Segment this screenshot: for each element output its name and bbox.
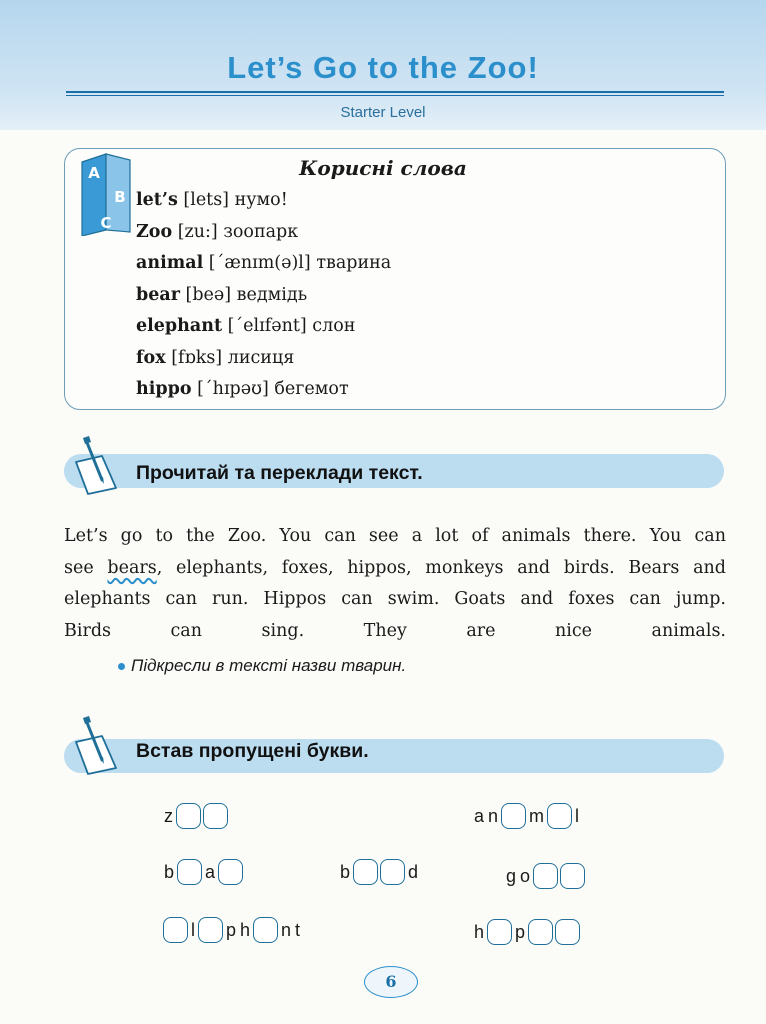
given-letter: n [281, 919, 292, 940]
vocab-translation: тварина [316, 253, 392, 273]
text-fragment: , elephants, foxes, hippos, monkeys and birds. Bears and [156, 557, 726, 578]
task1-label: Прочитай та переклади текст. [136, 462, 423, 484]
given-letter: z [164, 805, 173, 826]
vocab-word: animal [136, 253, 204, 273]
vocab-transcription: [fɒks] [171, 347, 223, 368]
text-line: elephants can run. Hippos can swim. Goats and foxes can jump. [64, 589, 726, 609]
vocab-word: elephant [136, 316, 223, 336]
title-rule [66, 91, 724, 96]
vocab-translation: бегемот [274, 379, 349, 399]
letter-slot-input[interactable] [501, 803, 526, 829]
level-label: Starter Level [340, 104, 426, 121]
given-letter: p [515, 921, 526, 942]
missing-letters-word [338, 858, 420, 886]
vocab-item [136, 248, 391, 280]
vocab-transcription: [ˊelɪfənt] [227, 316, 307, 336]
abc-letter: A [88, 164, 100, 182]
given-letter: a [205, 861, 216, 882]
given-letter: m [529, 805, 545, 826]
pencil-notebook-icon [72, 436, 120, 496]
vocab-word: hippo [136, 379, 192, 399]
given-letter: l [575, 805, 580, 826]
given-letter: n [488, 805, 499, 826]
letter-slot-input[interactable] [198, 917, 223, 943]
vocab-transcription: [ˊhɪpəʊ] [197, 379, 269, 399]
abc-letter: C [100, 214, 112, 232]
vocab-translation: зоопарк [223, 221, 299, 242]
missing-letters-word [162, 858, 244, 886]
missing-letters-word [162, 802, 229, 830]
vocab-word: let’s [136, 190, 178, 210]
vocabulary-title: Корисні слова [299, 156, 467, 180]
letter-slot-input[interactable] [353, 859, 378, 885]
abc-letter: B [114, 188, 126, 206]
letter-slot-input[interactable] [163, 917, 188, 943]
vocab-translation: лисиця [227, 347, 295, 368]
letter-slot-input[interactable] [218, 859, 243, 885]
vocab-translation: ведмідь [236, 284, 308, 305]
letter-slot-input[interactable] [380, 859, 405, 885]
vocab-item [136, 374, 391, 406]
missing-letters-word [472, 802, 581, 830]
given-letter: o [520, 865, 531, 886]
page-title: Let’s Go to the Zoo! [227, 50, 539, 85]
letter-slot-input[interactable] [547, 803, 572, 829]
given-letter: p [226, 919, 237, 940]
given-letter: a [474, 805, 485, 826]
missing-letters-word [504, 862, 586, 890]
vocab-item [136, 311, 391, 343]
bullet-icon [118, 663, 125, 670]
letter-slot-input[interactable] [560, 863, 585, 889]
letter-slot-input[interactable] [555, 919, 580, 945]
letter-slot-input[interactable] [203, 803, 228, 829]
vocab-transcription: [ˊænɪm(ə)l] [208, 253, 311, 273]
text-line: Let’s go to the Zoo. You can see a lot of animals there. You can [64, 526, 726, 546]
vocabulary-list [136, 185, 391, 406]
given-letter: b [340, 861, 351, 882]
letter-slot-input[interactable] [177, 859, 202, 885]
page-number: 6 [364, 966, 418, 998]
given-letter: b [164, 861, 175, 882]
given-letter: h [240, 919, 251, 940]
text-fragment: see [64, 557, 108, 578]
given-letter: h [474, 921, 485, 942]
pencil-notebook-icon [72, 716, 120, 776]
vocab-item [136, 217, 391, 249]
vocab-item [136, 343, 391, 375]
missing-letters-word [472, 918, 581, 946]
underlined-animal-word: bears [107, 557, 157, 578]
given-letter: t [295, 919, 301, 940]
vocab-transcription: [beə] [185, 284, 232, 305]
letter-slot-input[interactable] [528, 919, 553, 945]
given-letter: l [191, 919, 195, 940]
letter-slot-input[interactable] [533, 863, 558, 889]
instruction [118, 656, 406, 676]
letter-slot-input[interactable] [176, 803, 201, 829]
vocab-item [136, 280, 391, 312]
vocab-transcription: [lets] [183, 190, 230, 210]
letter-slot-input[interactable] [253, 917, 278, 943]
vocab-word: bear [136, 284, 180, 305]
reading-text [64, 521, 726, 647]
vocab-translation: нумо! [234, 190, 288, 210]
letter-slot-input[interactable] [487, 919, 512, 945]
vocab-word: fox [136, 347, 166, 368]
missing-letters-word [162, 916, 302, 944]
vocab-item [136, 185, 391, 217]
given-letter: d [408, 861, 419, 882]
task2-label: Встав пропущені букви. [136, 740, 369, 762]
vocab-transcription: [zu:] [177, 221, 218, 242]
vocab-translation: слон [312, 316, 356, 336]
instruction-text: Підкресли в тексті назви тварин. [131, 656, 407, 675]
text-line [64, 553, 726, 585]
vocab-word: Zoo [136, 221, 173, 242]
text-line: Birds can sing. They are nice animals. [64, 620, 726, 641]
given-letter: g [506, 865, 517, 886]
